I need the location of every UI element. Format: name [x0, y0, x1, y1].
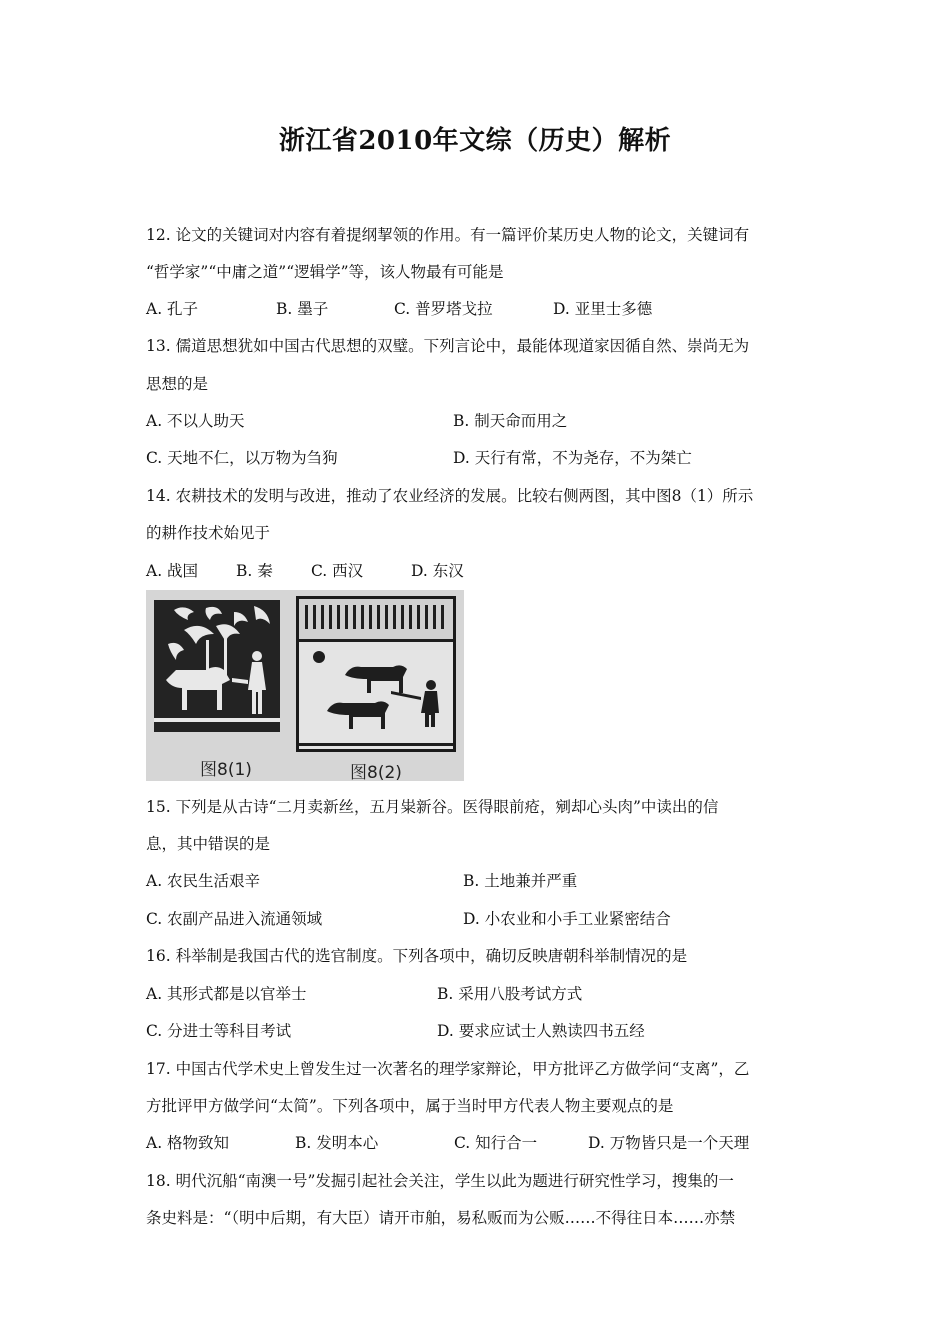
q13-option-b: B. 制天命而用之: [453, 412, 568, 430]
double-ox-plowing-relief-icon: [299, 599, 453, 749]
q12-option-c: C. 普罗塔戈拉: [394, 300, 493, 318]
q13-option-d: D. 天行有常，不为尧存，不为桀亡: [453, 449, 692, 467]
q18-stem-line2: 条史料是：“（明中后期，有大臣）请开市舶，易私贩而为公贩……不得往日本……亦禁: [146, 1209, 736, 1227]
q16-stem-line1: 16. 科举制是我国古代的选官制度。下列各项中，确切反映唐朝科举制情况的是: [146, 947, 688, 965]
q14-option-c: C. 西汉: [311, 562, 364, 580]
q15-option-a: A. 农民生活艰辛: [146, 872, 261, 890]
q17-stem-line1: 17. 中国古代学术史上曾发生过一次著名的理学家辩论，甲方批评乙方做学问“支离”，乙: [146, 1060, 750, 1078]
q17-stem-line2: 方批评甲方做学问“太简”。下列各项中，属于当时甲方代表人物主要观点的是: [146, 1097, 674, 1115]
q13-stem-line1: 13. 儒道思想犹如中国古代思想的双璧。下列言论中，最能体现道家因循自然、崇尚无为: [146, 337, 750, 355]
q13-option-c: C. 天地不仁，以万物为刍狗: [146, 449, 338, 467]
q15-option-b: B. 土地兼并严重: [463, 872, 578, 890]
q17-option-c: C. 知行合一: [454, 1134, 538, 1152]
q14-option-a: A. 战国: [146, 562, 199, 580]
figure-8-2-caption: 图8(2): [350, 763, 402, 781]
q14-stem-line2: 的耕作技术始见于: [146, 524, 271, 542]
q15-option-d: D. 小农业和小手工业紧密结合: [463, 910, 671, 928]
q13-stem-line2: 思想的是: [146, 375, 209, 393]
q12-stem-line2: “哲学家”“中庸之道”“逻辑学”等，该人物最有可能是: [146, 263, 504, 281]
q12-option-a: A. 孔子: [146, 300, 199, 318]
q17-option-a: A. 格物致知: [146, 1134, 230, 1152]
q17-option-d: D. 万物皆只是一个天理: [588, 1134, 750, 1152]
q12-stem-line1: 12. 论文的关键词对内容有着提纲挈领的作用。有一篇评价某历史人物的论文，关键词有: [146, 226, 750, 244]
figure-8-2-panel: [296, 596, 456, 752]
q17-option-b: B. 发明本心: [295, 1134, 379, 1152]
figure-8-1-caption: 图8(1): [200, 760, 252, 780]
q15-stem-line1: 15. 下列是从古诗“二月卖新丝，五月粜新谷。医得眼前疮，剜却心头肉”中读出的信: [146, 798, 719, 816]
q14-stem-line1: 14. 农耕技术的发明与改进，推动了农业经济的发展。比较右侧两图，其中图8（1）所示: [146, 487, 754, 505]
q13-option-a: A. 不以人助天: [146, 412, 245, 430]
q14-option-b: B. 秦: [236, 562, 273, 580]
ox-plowing-woodcut-icon: [154, 600, 280, 732]
figure-8-image: [146, 590, 464, 781]
figure-8-1-panel: [154, 600, 280, 732]
q16-option-d: D. 要求应试士人熟读四书五经: [437, 1022, 645, 1040]
q14-option-d: D. 东汉: [411, 562, 464, 580]
q18-stem-line1: 18. 明代沉船“南澳一号”发掘引起社会关注，学生以此为题进行研究性学习，搜集的一: [146, 1172, 734, 1190]
q12-option-b: B. 墨子: [276, 300, 329, 318]
q16-option-b: B. 采用八股考试方式: [437, 985, 583, 1003]
q16-option-c: C. 分进士等科目考试: [146, 1022, 292, 1040]
q16-option-a: A. 其形式都是以官举士: [146, 985, 307, 1003]
q15-option-c: C. 农副产品进入流通领域: [146, 910, 323, 928]
q12-option-d: D. 亚里士多德: [553, 300, 653, 318]
q15-stem-line2: 息，其中错误的是: [146, 835, 271, 853]
page-title: 浙江省2010年文综（历史）解析: [278, 126, 672, 156]
